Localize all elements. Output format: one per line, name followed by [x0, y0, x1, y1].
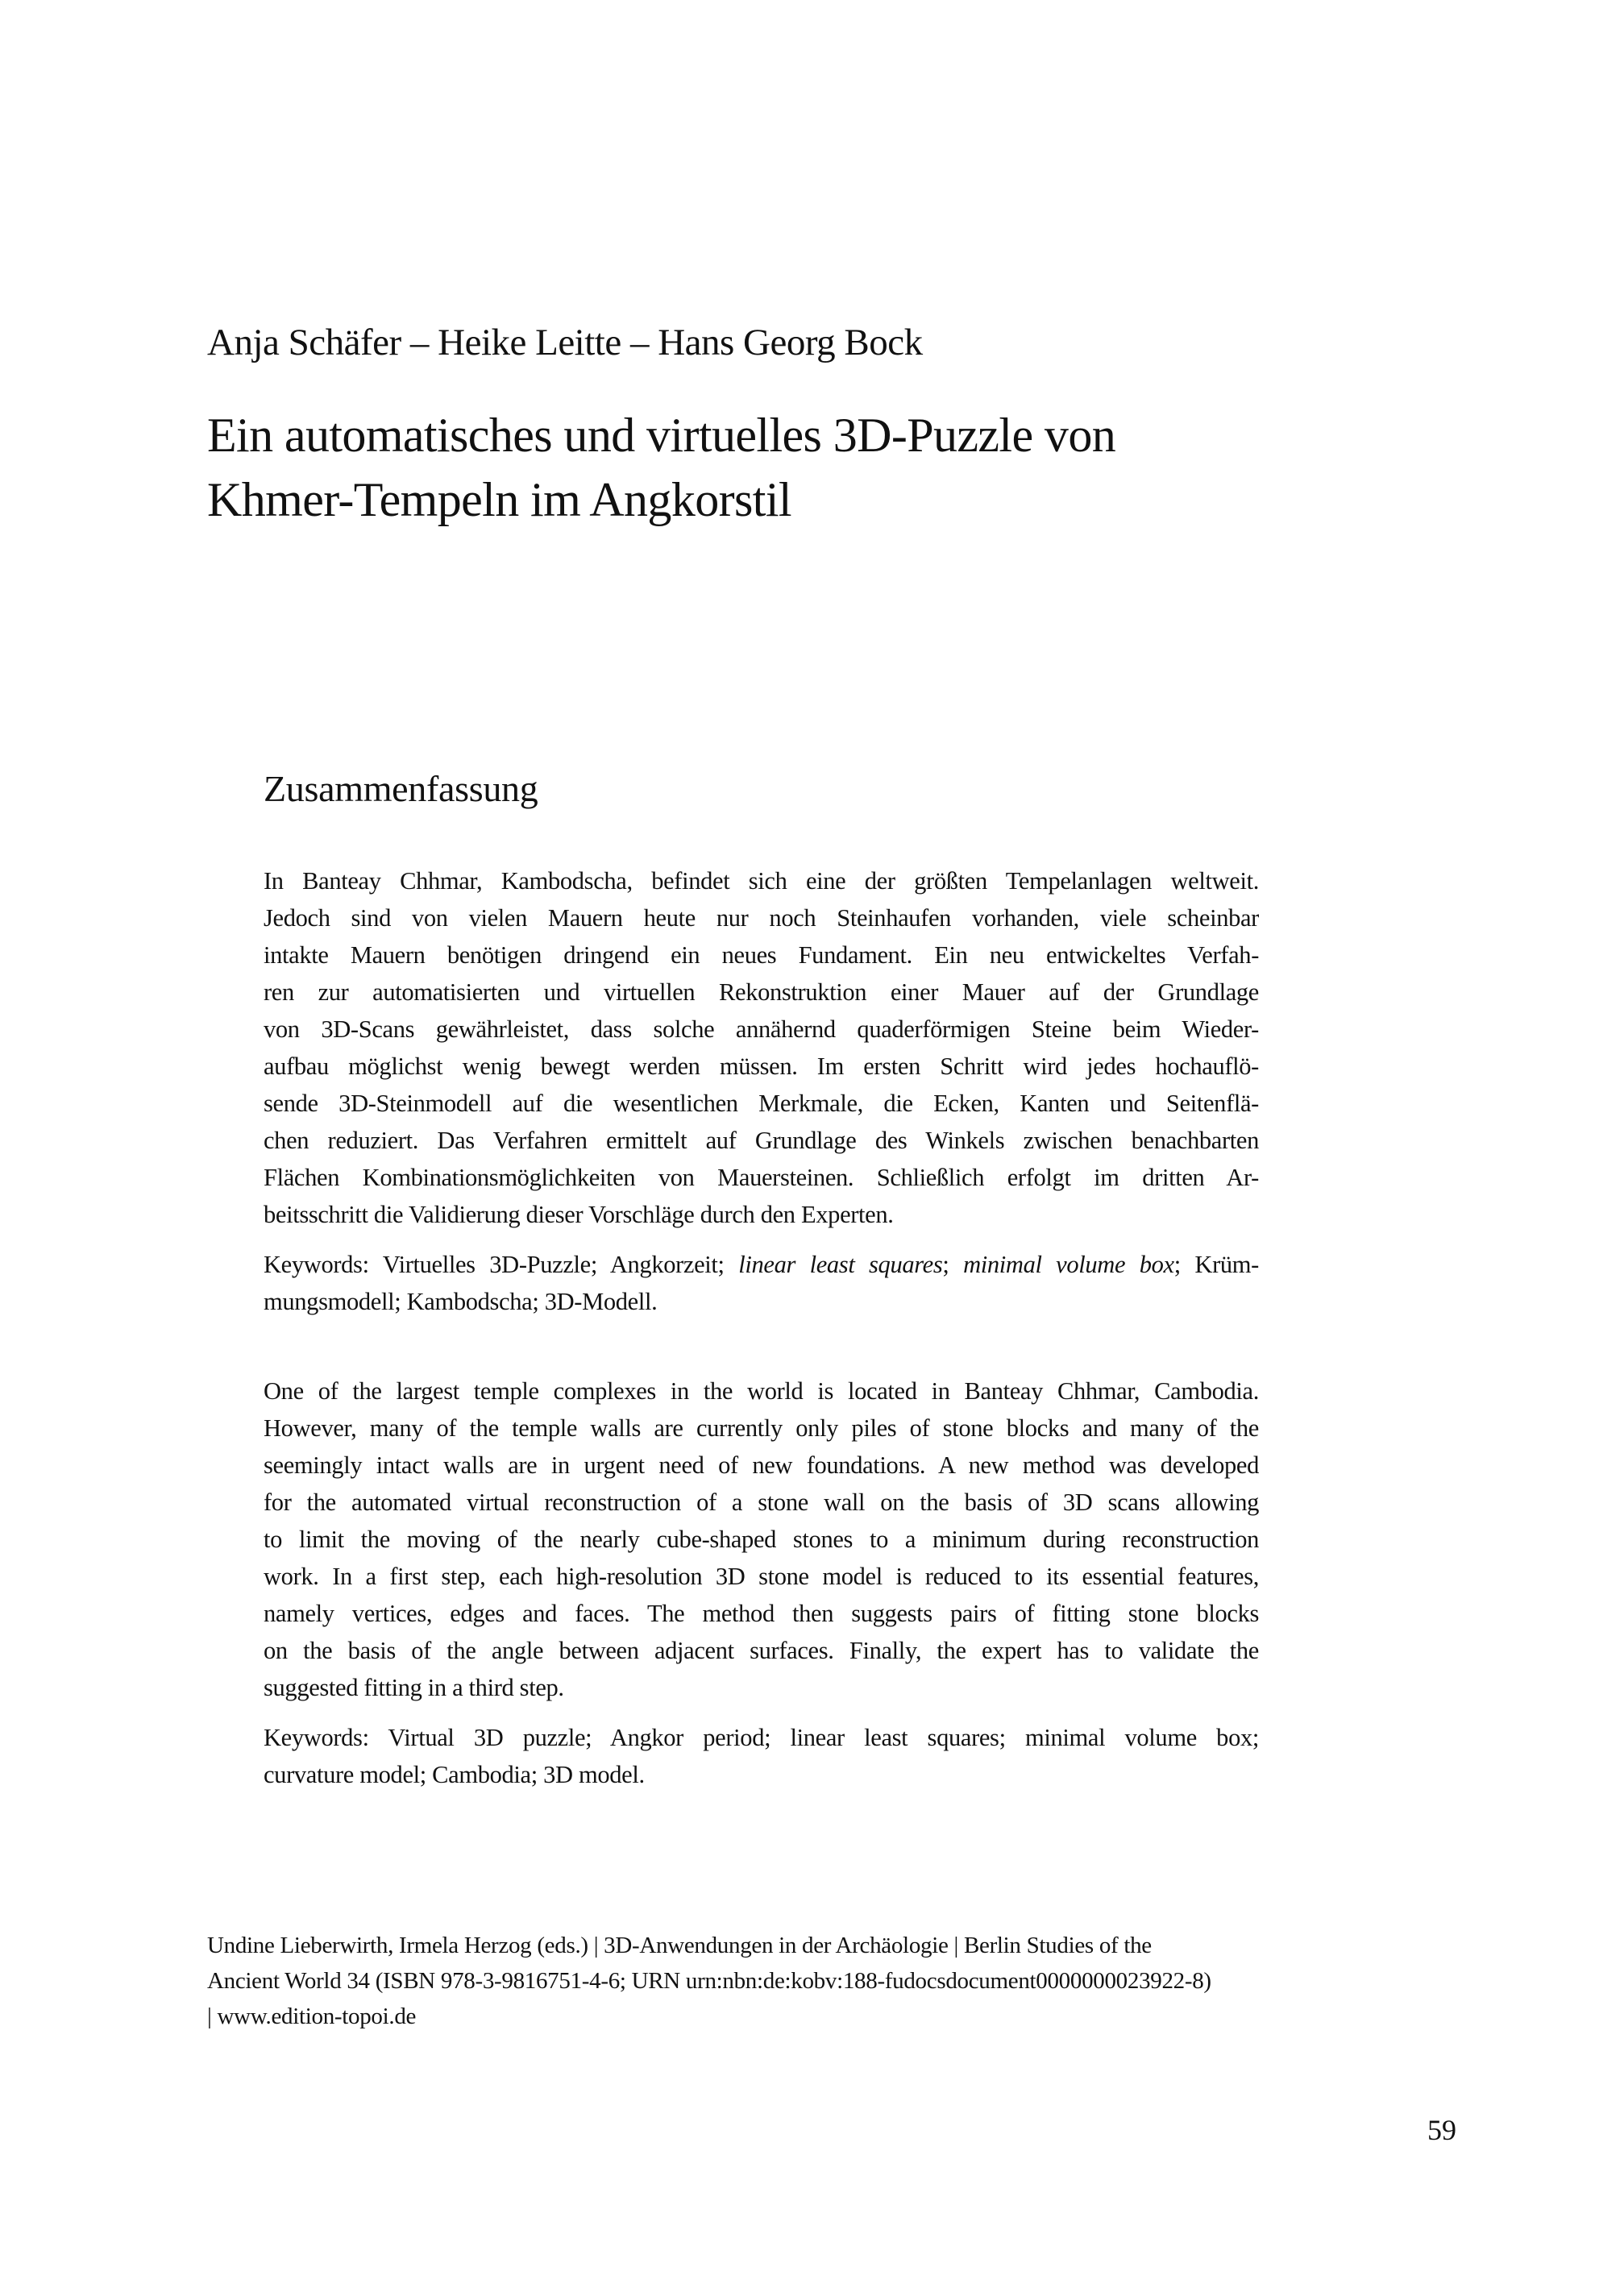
- keywords-line: mungsmodell; Kambodscha; 3D-Modell.: [264, 1288, 658, 1315]
- abstract-line: beitsschritt die Validierung dieser Vorschläge durch den Experten.: [264, 1201, 894, 1228]
- keywords-text: ; Krüm-: [1173, 1251, 1259, 1278]
- title-line: Ein automatisches und virtuelles 3D-Puzzle von: [207, 409, 1116, 462]
- paper-title: [207, 403, 1335, 532]
- abstract-line: ren zur automatisierten und virtuellen Rekonstruktion einer Mauer auf der Grundlage: [264, 978, 1259, 1006]
- abstract-line: suggested fitting in a third step.: [264, 1674, 564, 1701]
- publication-footer: [207, 1928, 1263, 2034]
- abstract-line: for the automated virtual reconstruction of a stone wall on the basis of 3D scans allowing: [264, 1489, 1259, 1516]
- keywords-separator: ;: [942, 1251, 949, 1278]
- keywords-label: Keywords:: [264, 1251, 369, 1278]
- footer-line: Undine Lieberwirth, Irmela Herzog (eds.) | 3D-Anwendungen in der Archäologie | Berlin Studies of the: [207, 1933, 1152, 1958]
- abstract-english: [264, 1372, 1259, 1706]
- abstract-line: seemingly intact walls are in urgent need of new foundations. A new method was developed: [264, 1451, 1259, 1479]
- page-number: 59: [1427, 2114, 1456, 2146]
- abstract-line: namely vertices, edges and faces. The method then suggests pairs of fitting stone blocks: [264, 1600, 1259, 1627]
- keywords-line: [264, 1246, 1259, 1283]
- abstract-line: on the basis of the angle between adjacent surfaces. Finally, the expert has to validate the: [264, 1637, 1259, 1664]
- keywords-line: curvature model; Cambodia; 3D model.: [264, 1761, 645, 1788]
- abstract-line: intakte Mauern benötigen dringend ein neues Fundament. Ein neu entwickeltes Verfah-: [264, 941, 1259, 969]
- abstract-german: [264, 862, 1259, 1233]
- footer-line: | www.edition-topoi.de: [207, 2003, 417, 2029]
- authors-line: Anja Schäfer – Heike Leitte – Hans Georg Bock: [207, 322, 923, 363]
- abstract-line: Flächen Kombinationsmöglichkeiten von Mauersteinen. Schließlich erfolgt im dritten Ar-: [264, 1164, 1259, 1191]
- abstract-line: In Banteay Chhmar, Kambodscha, befindet sich eine der größten Tempelanlagen weltweit.: [264, 867, 1259, 895]
- abstract-line: Jedoch sind von vielen Mauern heute nur noch Steinhaufen vorhanden, viele scheinbar: [264, 904, 1259, 932]
- abstract-line: von 3D-Scans gewährleistet, dass solche annähernd quaderförmigen Steine beim Wieder-: [264, 1015, 1259, 1043]
- abstract-line: aufbau möglichst wenig bewegt werden müssen. Im ersten Schritt wird jedes hochauflö-: [264, 1053, 1259, 1080]
- keyword-italic: minimal volume box: [963, 1251, 1174, 1278]
- keywords-line: Keywords: Virtual 3D puzzle; Angkor period; linear least squares; minimal volume box;: [264, 1724, 1259, 1751]
- title-line: Khmer-Tempeln im Angkorstil: [207, 473, 791, 526]
- abstract-line: chen reduziert. Das Verfahren ermittelt auf Grundlage des Winkels zwischen benachbarten: [264, 1127, 1259, 1154]
- abstract-line: One of the largest temple complexes in the world is located in Banteay Chhmar, Cambodia.: [264, 1377, 1259, 1405]
- keywords-german: [264, 1246, 1259, 1320]
- keywords-text: Virtuelles 3D-Puzzle; Angkorzeit;: [382, 1251, 725, 1278]
- footer-line: Ancient World 34 (ISBN 978-3-9816751-4-6; URN urn:nbn:de:kobv:188-fudocsdocument0000000023922-8): [207, 1968, 1211, 1994]
- abstract-line: work. In a first step, each high-resolution 3D stone model is reduced to its essential features,: [264, 1563, 1259, 1590]
- abstract-line: sende 3D-Steinmodell auf die wesentlichen Merkmale, die Ecken, Kanten und Seitenflä-: [264, 1090, 1259, 1117]
- abstract-line: to limit the moving of the nearly cube-shaped stones to a minimum during reconstruction: [264, 1526, 1259, 1553]
- keyword-italic: linear least squares: [738, 1251, 943, 1278]
- keywords-english: [264, 1719, 1259, 1793]
- abstract-line: However, many of the temple walls are currently only piles of stone blocks and many of the: [264, 1414, 1259, 1442]
- abstract-heading: Zusammenfassung: [264, 768, 538, 809]
